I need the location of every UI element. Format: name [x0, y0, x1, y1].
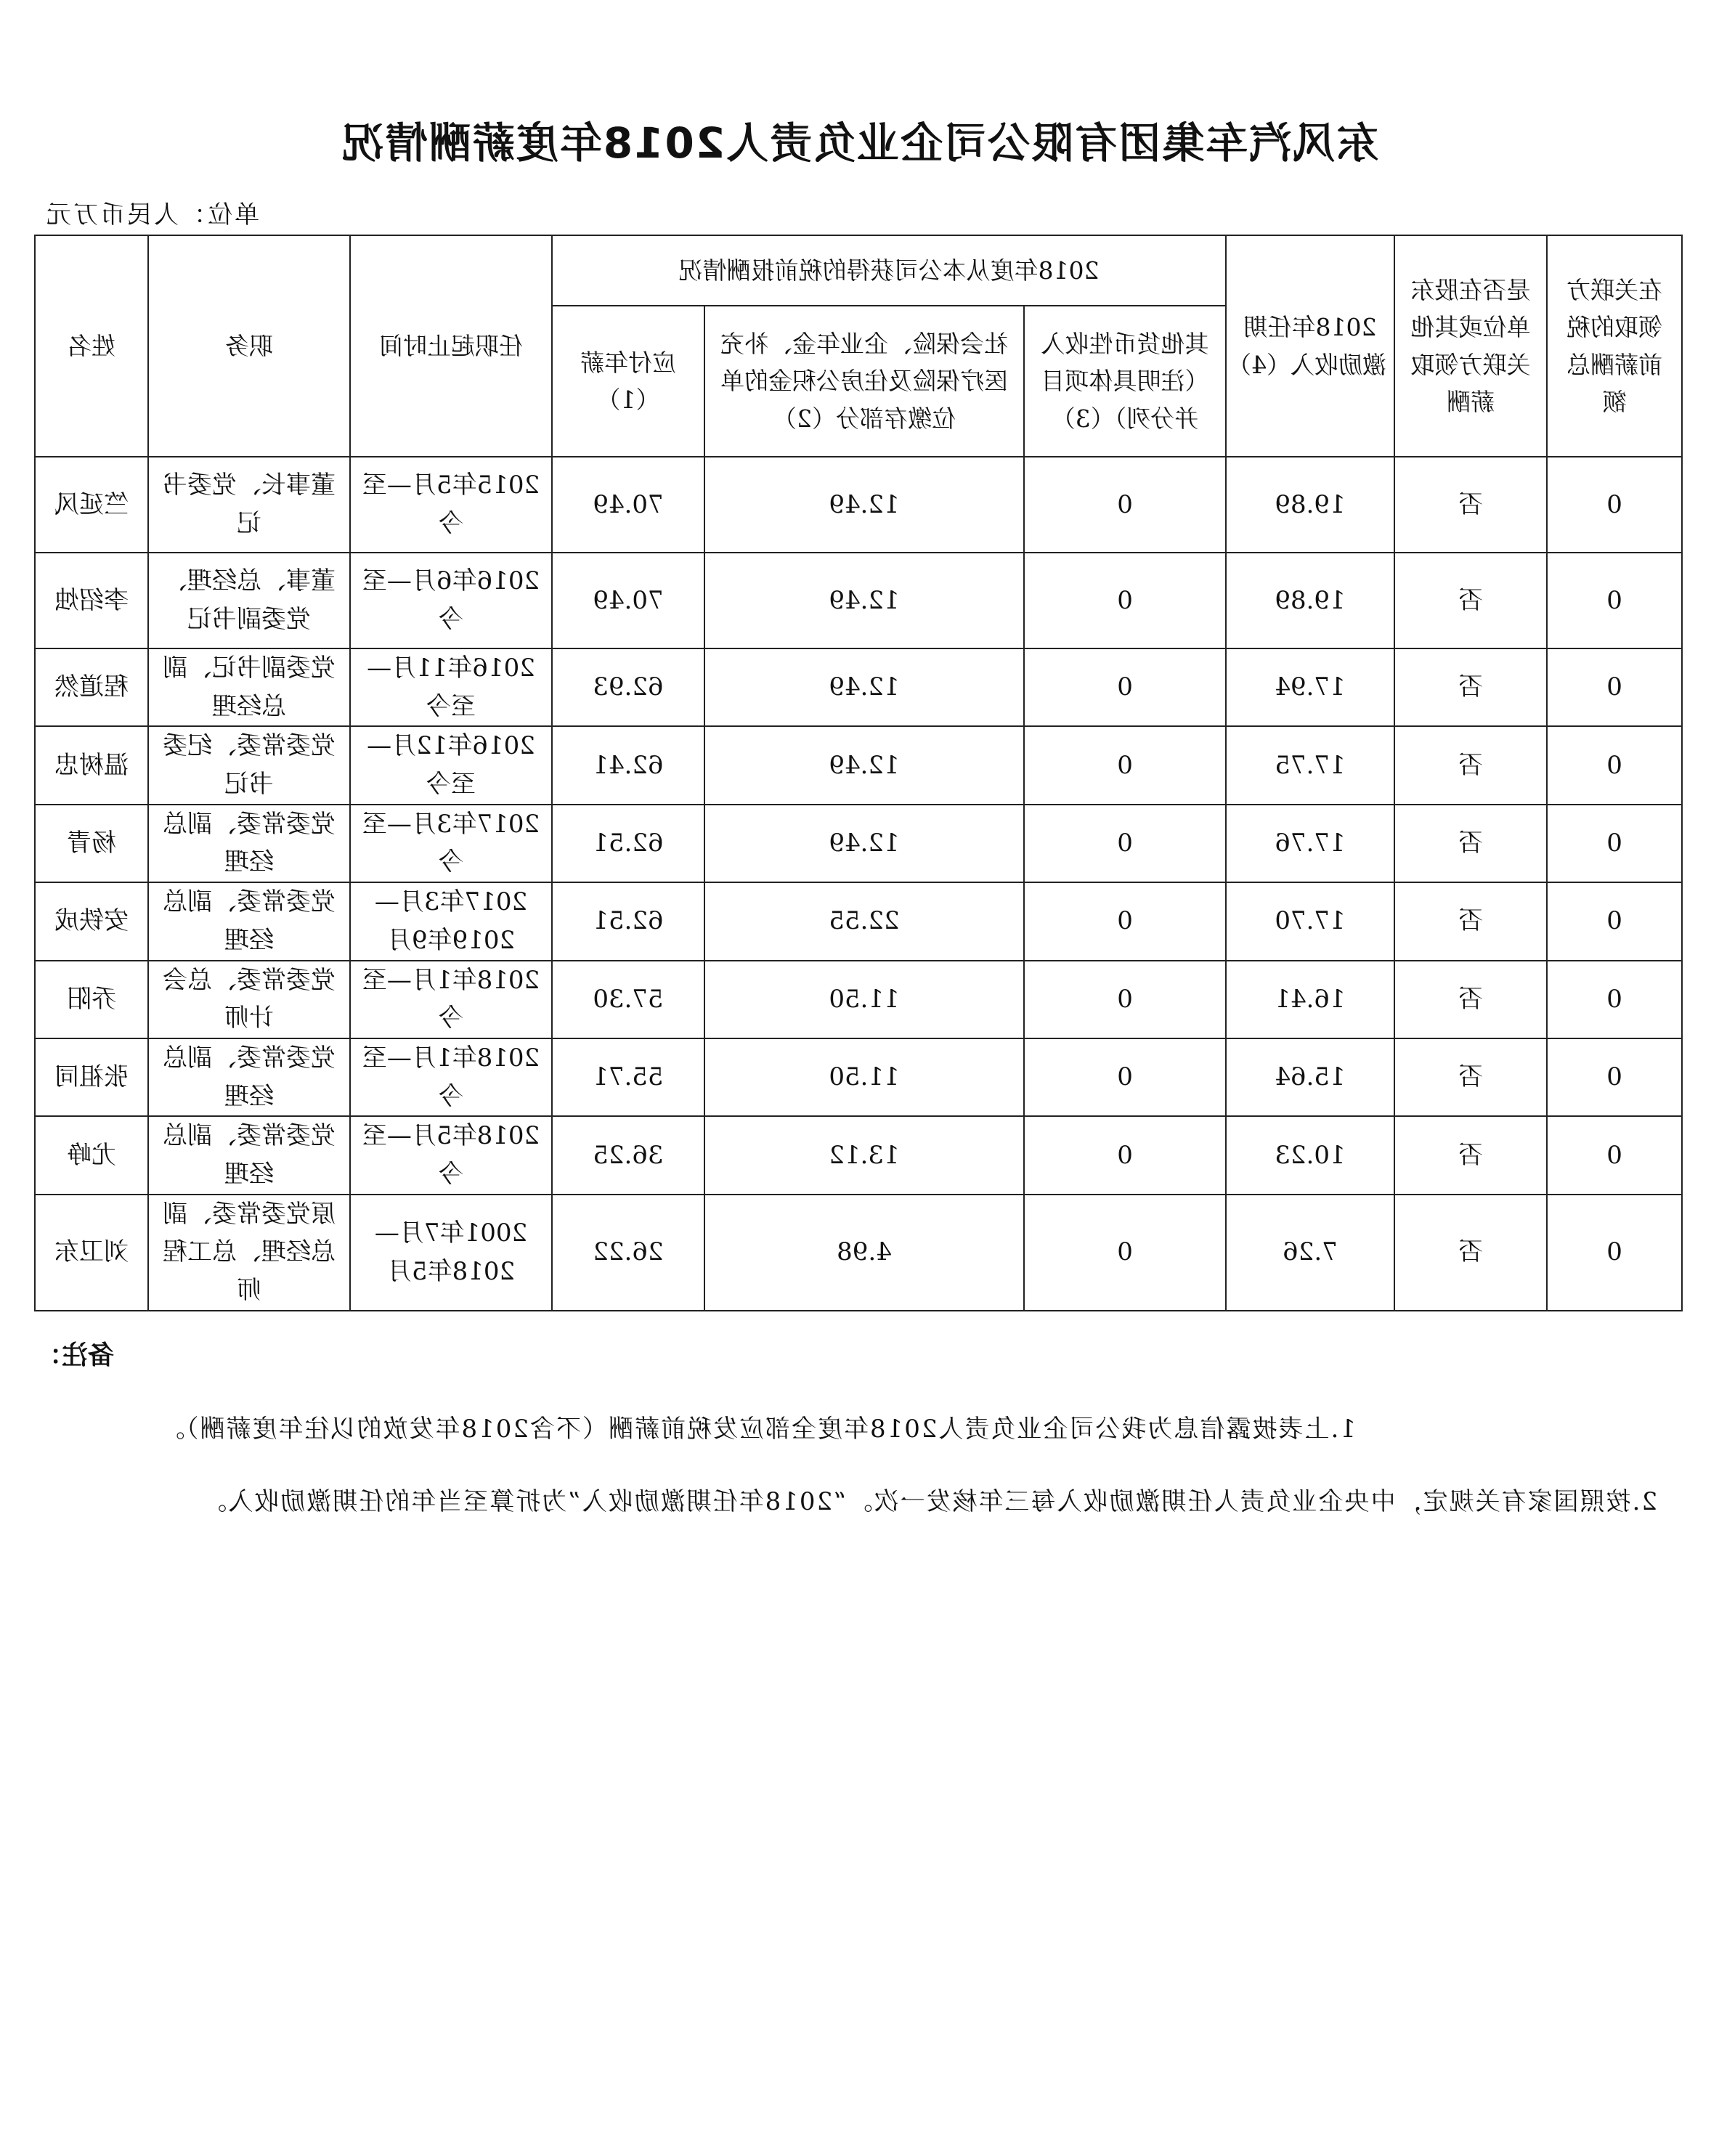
page-title: 东风汽车集团有限公司企业负责人2018年度薪酬情况	[340, 118, 1379, 168]
note-2: 2.按照国家有关规定，中央企业负责人任期激励收入每三年核发一次。“2018年任期激励收入”为折算至当年的任期激励收入。	[200, 1487, 1657, 1516]
table-row	[35, 726, 1682, 804]
cell-position: 董事、总经理、党委副书记	[148, 553, 350, 648]
cell-name: 杨青	[35, 805, 148, 882]
cell-related: 0	[1547, 726, 1682, 804]
cell-name: 李绍烛	[35, 553, 148, 648]
cell-name: 程道然	[35, 648, 148, 726]
table-row	[35, 553, 1682, 648]
cell-incentive: 7.26	[1226, 1195, 1394, 1311]
header-annual-salary: 应付年薪（1）	[552, 306, 704, 457]
cell-salary: 55.71	[552, 1038, 704, 1116]
cell-other: 0	[1024, 1116, 1226, 1194]
cell-insurance: 12.49	[704, 457, 1024, 553]
cell-other: 0	[1024, 1038, 1226, 1116]
cell-shareholder: 否	[1394, 1195, 1547, 1311]
notes-label: 备注：	[35, 1341, 114, 1370]
cell-other: 0	[1024, 726, 1226, 804]
cell-term: 2018年1月—至今	[350, 961, 552, 1038]
cell-term: 2015年5月—至今	[350, 457, 552, 553]
cell-other: 0	[1024, 457, 1226, 553]
cell-other: 0	[1024, 805, 1226, 882]
cell-insurance: 11.50	[704, 961, 1024, 1038]
cell-position: 原党委常委、副总经理、总工程师	[148, 1195, 350, 1311]
cell-salary: 70.49	[552, 553, 704, 648]
cell-position: 党委常委、副总经理	[148, 805, 350, 882]
cell-name: 刘卫东	[35, 1195, 148, 1311]
cell-position: 党委常委、纪委书记	[148, 726, 350, 804]
cell-other: 0	[1024, 553, 1226, 648]
cell-incentive: 15.64	[1226, 1038, 1394, 1116]
cell-salary: 62.93	[552, 648, 704, 726]
cell-term: 2017年3月—至今	[350, 805, 552, 882]
cell-shareholder: 否	[1394, 648, 1547, 726]
cell-term: 2016年12月—至今	[350, 726, 552, 804]
cell-incentive: 17.76	[1226, 805, 1394, 882]
cell-position: 党委常委、副总经理	[148, 882, 350, 960]
cell-name: 乔阳	[35, 961, 148, 1038]
note-1: 1.上表披露信息为我公司企业负责人2018年度全部应发税前薪酬（不含2018年发放的以往年度薪酬）。	[158, 1415, 1356, 1444]
cell-insurance: 12.49	[704, 805, 1024, 882]
table-row	[35, 805, 1682, 882]
salary-table	[34, 235, 1683, 1311]
cell-position: 党委常委、副总经理	[148, 1038, 350, 1116]
cell-salary: 57.30	[552, 961, 704, 1038]
cell-term: 2016年11月—至今	[350, 648, 552, 726]
cell-insurance: 12.49	[704, 726, 1024, 804]
cell-position: 党委常委、副总经理	[148, 1116, 350, 1194]
cell-salary: 62.51	[552, 882, 704, 960]
header-other-income: 其他货币性收入（注明具体项目并分列）（3）	[1024, 306, 1226, 457]
cell-term: 2016年6月—至今	[350, 553, 552, 648]
cell-related: 0	[1547, 882, 1682, 960]
cell-related: 0	[1547, 648, 1682, 726]
unit-label: 单位：人民币万元	[44, 200, 259, 229]
cell-term: 2018年1月—至今	[350, 1038, 552, 1116]
header-shareholder-pay: 是否在股东单位或其他关联方领取薪酬	[1394, 235, 1547, 457]
cell-insurance: 22.55	[704, 882, 1024, 960]
cell-position: 党委副书记、副总经理	[148, 648, 350, 726]
cell-related: 0	[1547, 961, 1682, 1038]
cell-term: 2001年7月—2018年5月	[350, 1195, 552, 1311]
cell-related: 0	[1547, 1116, 1682, 1194]
table-row	[35, 961, 1682, 1038]
cell-shareholder: 否	[1394, 553, 1547, 648]
cell-insurance: 4.98	[704, 1195, 1024, 1311]
table-row	[35, 882, 1682, 960]
cell-name: 温树忠	[35, 726, 148, 804]
cell-term: 2017年3月—2019年9月	[350, 882, 552, 960]
cell-incentive: 19.89	[1226, 457, 1394, 553]
cell-incentive: 19.89	[1226, 553, 1394, 648]
table-row	[35, 1116, 1682, 1194]
cell-shareholder: 否	[1394, 726, 1547, 804]
cell-related: 0	[1547, 553, 1682, 648]
cell-term: 2018年5月—至今	[350, 1116, 552, 1194]
table-row	[35, 457, 1682, 553]
cell-insurance: 11.50	[704, 1038, 1024, 1116]
cell-salary: 36.25	[552, 1116, 704, 1194]
cell-insurance: 13.12	[704, 1116, 1024, 1194]
table-row	[35, 1038, 1682, 1116]
cell-salary: 26.22	[552, 1195, 704, 1311]
cell-incentive: 10.23	[1226, 1116, 1394, 1194]
cell-shareholder: 否	[1394, 961, 1547, 1038]
cell-related: 0	[1547, 805, 1682, 882]
cell-name: 竺延风	[35, 457, 148, 553]
cell-position: 党委常委、总会计师	[148, 961, 350, 1038]
cell-position: 董事长、党委书记	[148, 457, 350, 553]
cell-shareholder: 否	[1394, 805, 1547, 882]
cell-incentive: 17.70	[1226, 882, 1394, 960]
header-term: 任职起止时间	[350, 235, 552, 457]
cell-other: 0	[1024, 1195, 1226, 1311]
cell-shareholder: 否	[1394, 882, 1547, 960]
header-related-pay: 在关联方领取的税前薪酬总额	[1547, 235, 1682, 457]
cell-other: 0	[1024, 648, 1226, 726]
table-row	[35, 648, 1682, 726]
header-name: 姓名	[35, 235, 148, 457]
cell-name: 尤峥	[35, 1116, 148, 1194]
header-term-incentive: 2018年任期激励收入（4）	[1226, 235, 1394, 457]
cell-related: 0	[1547, 1038, 1682, 1116]
header-position: 职务	[148, 235, 350, 457]
cell-salary: 70.49	[552, 457, 704, 553]
cell-shareholder: 否	[1394, 1038, 1547, 1116]
cell-salary: 62.51	[552, 805, 704, 882]
cell-other: 0	[1024, 882, 1226, 960]
header-insurance: 社会保险、企业年金、补充医疗保险及住房公积金的单位缴存部分（2）	[704, 306, 1024, 457]
cell-incentive: 16.41	[1226, 961, 1394, 1038]
table-row	[35, 1195, 1682, 1311]
cell-name: 安铁成	[35, 882, 148, 960]
cell-incentive: 17.75	[1226, 726, 1394, 804]
cell-name: 张祖同	[35, 1038, 148, 1116]
cell-related: 0	[1547, 457, 1682, 553]
cell-salary: 62.41	[552, 726, 704, 804]
cell-shareholder: 否	[1394, 1116, 1547, 1194]
cell-incentive: 17.94	[1226, 648, 1394, 726]
cell-insurance: 12.49	[704, 648, 1024, 726]
cell-other: 0	[1024, 961, 1226, 1038]
cell-related: 0	[1547, 1195, 1682, 1311]
header-pretax-pay-group: 2018年度从本公司获得的税前报酬情况	[552, 235, 1226, 306]
cell-shareholder: 否	[1394, 457, 1547, 553]
cell-insurance: 12.49	[704, 553, 1024, 648]
